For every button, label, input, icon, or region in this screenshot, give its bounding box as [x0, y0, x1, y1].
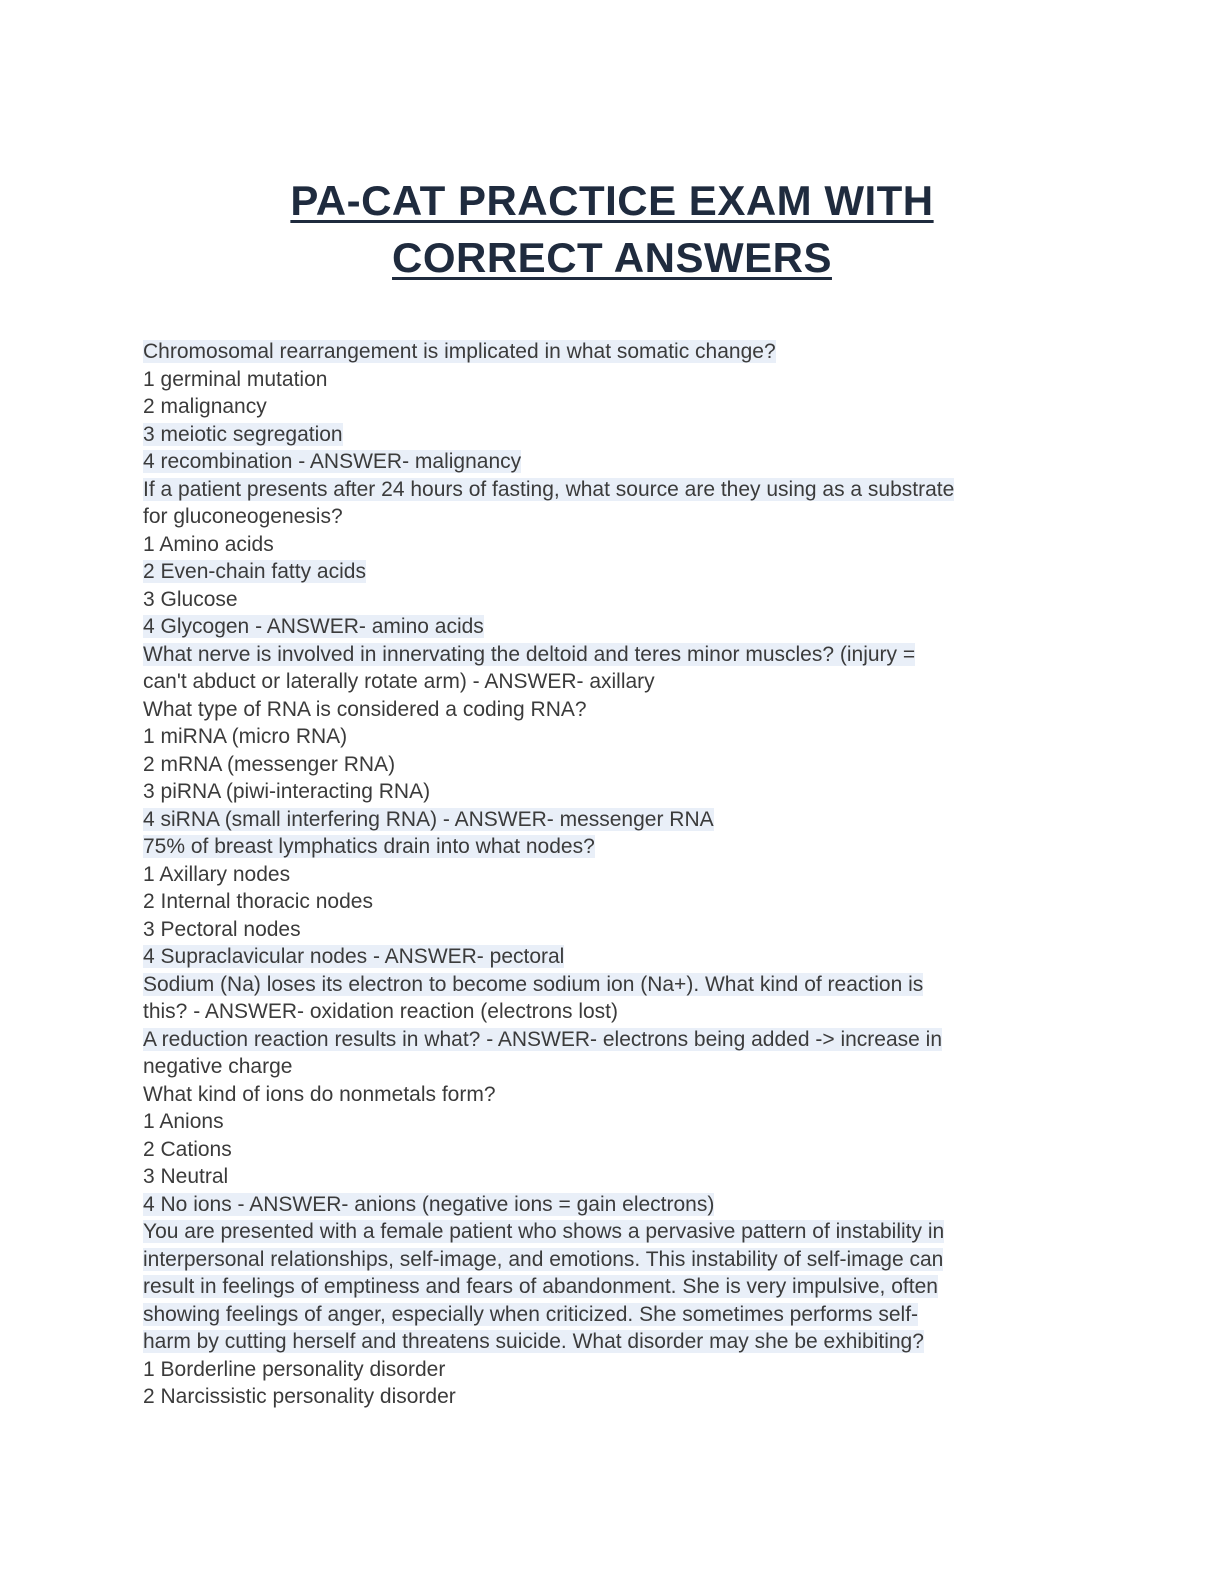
line-text: You are presented with a female patient who shows a pervasive pattern of instability in — [143, 1220, 945, 1244]
line-text: If a patient presents after 24 hours of fasting, what source are they using as a substrate — [143, 477, 955, 501]
line-text: 3 piRNA (piwi-interacting RNA) — [143, 780, 431, 804]
text-line — [143, 1301, 1124, 1329]
line-text: 3 Neutral — [143, 1165, 229, 1189]
text-line — [143, 1108, 1124, 1136]
exam-body — [143, 338, 1124, 1411]
text-line — [143, 558, 1124, 586]
text-line — [143, 1356, 1124, 1384]
line-text: Sodium (Na) loses its electron to become sodium ion (Na+). What kind of reaction is — [143, 972, 924, 996]
line-text: harm by cutting herself and threatens suicide. What disorder may she be exhibiting? — [143, 1330, 924, 1354]
line-text: 2 Narcissistic personality disorder — [143, 1385, 456, 1409]
line-text: 1 germinal mutation — [143, 367, 328, 391]
text-line — [143, 613, 1124, 641]
text-line — [143, 1246, 1124, 1274]
text-line — [143, 476, 1124, 504]
line-text: negative charge — [143, 1055, 293, 1079]
text-line — [143, 833, 1124, 861]
text-line — [143, 1026, 1124, 1054]
text-line — [143, 1053, 1124, 1081]
text-line — [143, 751, 1124, 779]
text-line — [143, 531, 1124, 559]
line-text: 1 Borderline personality disorder — [143, 1357, 446, 1381]
text-line — [143, 1163, 1124, 1191]
line-text: What kind of ions do nonmetals form? — [143, 1082, 496, 1106]
line-text: 2 malignancy — [143, 395, 267, 419]
line-text: 4 Supraclavicular nodes - ANSWER- pectoral — [143, 945, 565, 969]
line-text: can't abduct or laterally rotate arm) - ANSWER- axillary — [143, 670, 655, 694]
line-text: Chromosomal rearrangement is implicated in what somatic change? — [143, 340, 776, 364]
text-line — [143, 503, 1124, 531]
text-line — [143, 1191, 1124, 1219]
text-line — [143, 641, 1124, 669]
line-text: interpersonal relationships, self-image, and emotions. This instability of self-image can — [143, 1247, 944, 1271]
text-line — [143, 1383, 1124, 1411]
line-text: showing feelings of anger, especially when criticized. She sometimes performs self- — [143, 1302, 919, 1326]
text-line — [143, 943, 1124, 971]
page-title-line-1: PA-CAT PRACTICE EXAM WITH — [290, 177, 934, 224]
line-text: 2 Even-chain fatty acids — [143, 560, 366, 584]
line-text: 3 meiotic segregation — [143, 422, 343, 446]
line-text: 1 Anions — [143, 1110, 224, 1134]
text-line — [143, 998, 1124, 1026]
line-text: 1 miRNA (micro RNA) — [143, 725, 348, 749]
text-line — [143, 916, 1124, 944]
text-line — [143, 1136, 1124, 1164]
text-line — [143, 696, 1124, 724]
text-line — [143, 1273, 1124, 1301]
text-line — [143, 778, 1124, 806]
line-text: 4 siRNA (small interfering RNA) - ANSWER- messenger RNA — [143, 807, 714, 831]
page-title — [0, 172, 1224, 286]
line-text: 4 recombination - ANSWER- malignancy — [143, 450, 522, 474]
text-line — [143, 723, 1124, 751]
line-text: 4 Glycogen - ANSWER- amino acids — [143, 615, 484, 639]
text-line — [143, 586, 1124, 614]
text-line — [143, 888, 1124, 916]
text-line — [143, 366, 1124, 394]
line-text: 2 Internal thoracic nodes — [143, 890, 373, 914]
page-title-line-2: CORRECT ANSWERS — [392, 234, 832, 282]
line-text: 2 mRNA (messenger RNA) — [143, 752, 396, 776]
line-text: A reduction reaction results in what? - ANSWER- electrons being added -> increase in — [143, 1027, 942, 1051]
line-text: 3 Pectoral nodes — [143, 917, 301, 941]
text-line — [143, 806, 1124, 834]
text-line — [143, 393, 1124, 421]
line-text: 1 Axillary nodes — [143, 862, 291, 886]
line-text: for gluconeogenesis? — [143, 505, 343, 529]
line-text: result in feelings of emptiness and fears of abandonment. She is very impulsive, often — [143, 1275, 938, 1299]
text-line — [143, 448, 1124, 476]
line-text: 3 Glucose — [143, 587, 238, 611]
line-text: What nerve is involved in innervating the deltoid and teres minor muscles? (injury = — [143, 642, 916, 666]
text-line — [143, 338, 1124, 366]
text-line — [143, 421, 1124, 449]
line-text: 2 Cations — [143, 1137, 232, 1161]
text-line — [143, 1328, 1124, 1356]
line-text: What type of RNA is considered a coding RNA? — [143, 697, 587, 721]
line-text: this? - ANSWER- oxidation reaction (electrons lost) — [143, 1000, 619, 1024]
text-line — [143, 1218, 1124, 1246]
line-text: 75% of breast lymphatics drain into what nodes? — [143, 835, 595, 859]
line-text: 1 Amino acids — [143, 532, 274, 556]
line-text: 4 No ions - ANSWER- anions (negative ions = gain electrons) — [143, 1192, 715, 1216]
text-line — [143, 861, 1124, 889]
text-line — [143, 1081, 1124, 1109]
text-line — [143, 668, 1124, 696]
text-line — [143, 971, 1124, 999]
